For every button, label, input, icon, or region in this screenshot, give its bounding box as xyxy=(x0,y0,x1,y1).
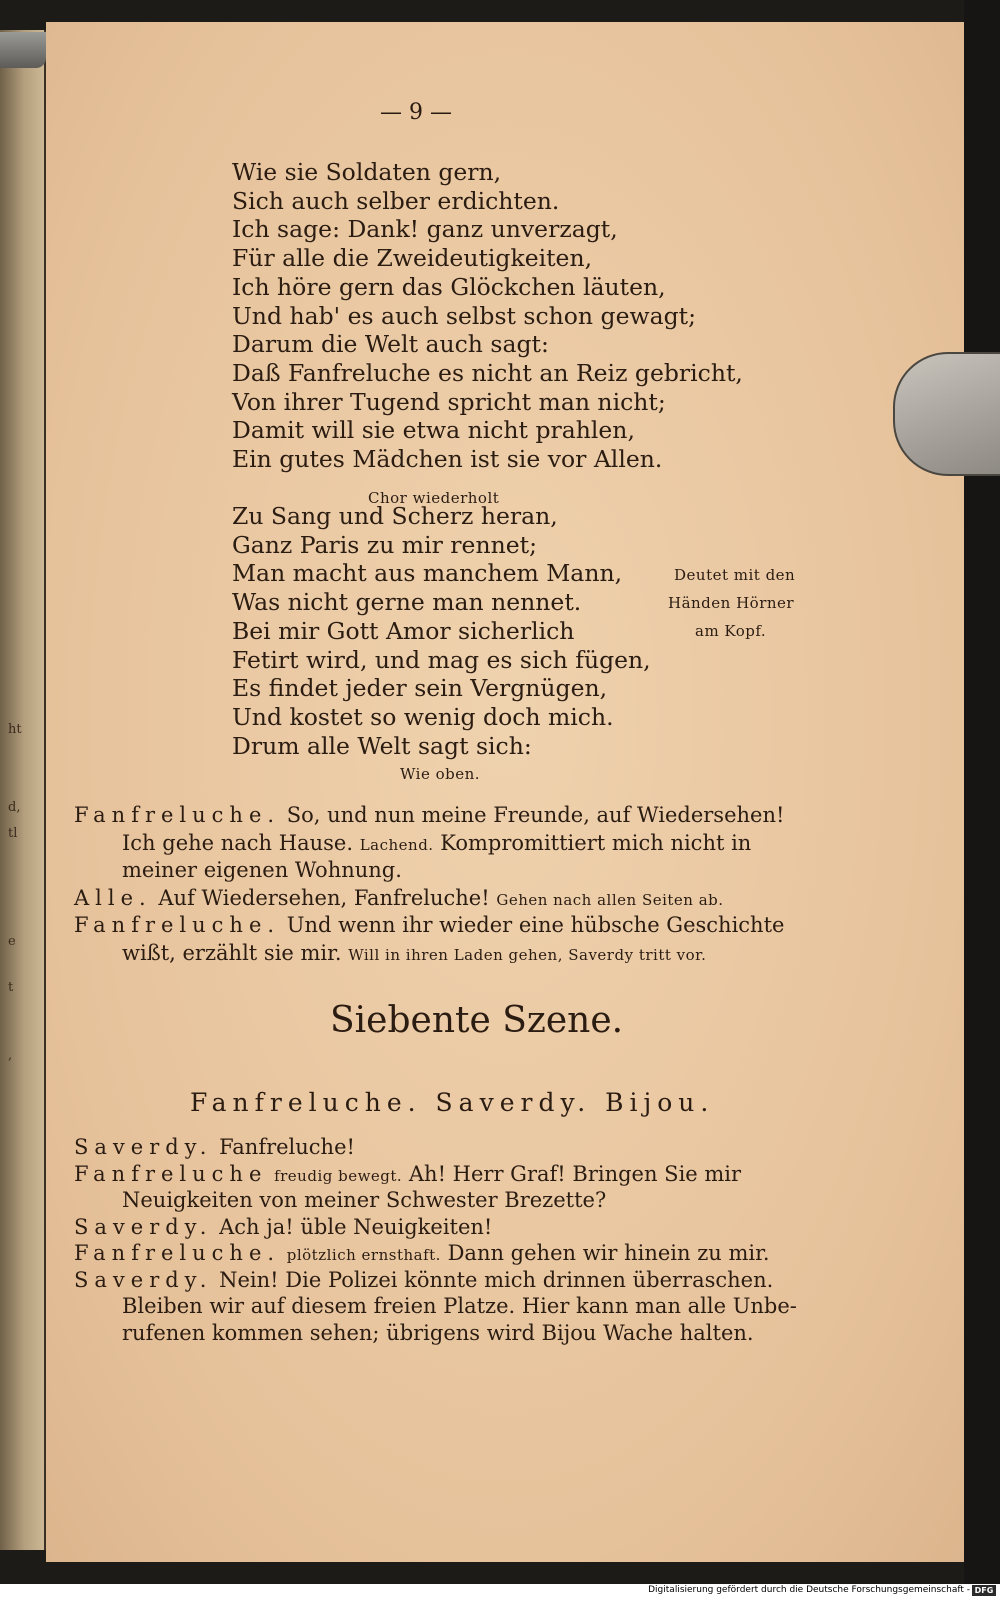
verse-line: Ich sage: Dank! ganz unverzagt, xyxy=(232,215,618,244)
verse-line: Und kostet so wenig doch mich. xyxy=(232,702,614,731)
stage-direction: freudig bewegt. xyxy=(274,1166,403,1185)
verse-line: Bei mir Gott Amor sicherlich xyxy=(232,616,575,645)
dialogue-line xyxy=(74,1162,741,1186)
verse-line: Zu Sang und Scherz heran, xyxy=(232,502,558,530)
verse-line: Was nicht gerne man nennet. xyxy=(232,588,582,617)
footer-credit: Digitalisierung gefördert durch die Deutsche Forschungsgemeinschaft - xyxy=(648,1585,970,1595)
stage-direction: plötzlich ernsthaft. xyxy=(286,1246,441,1264)
verse-line: Daß Fanfreluche es nicht an Reiz gebricht, xyxy=(232,358,743,387)
page-number: — 9 — xyxy=(380,100,452,125)
dialogue-line xyxy=(74,1241,770,1265)
footer-bar xyxy=(0,1584,1000,1597)
margin-mark: e xyxy=(8,934,16,949)
verse-line: Ganz Paris zu mir rennet; xyxy=(232,530,537,559)
dialogue-text: Kompromittiert mich nicht in xyxy=(433,830,752,855)
dialogue-line xyxy=(74,803,784,827)
stage-direction: Gehen nach allen Seiten ab. xyxy=(496,890,724,909)
dialogue-text: meiner eigenen Wohnung. xyxy=(122,858,402,882)
verse-line: Fetirt wird, und mag es sich fügen, xyxy=(232,645,651,674)
scene-title: Siebente Szene. xyxy=(330,1000,624,1041)
dialogue-continuation xyxy=(122,1321,754,1345)
side-note-line: am Kopf. xyxy=(695,622,767,640)
verse-line: Und hab' es auch selbst schon gewagt; xyxy=(232,301,697,330)
side-note-line: Händen Hörner xyxy=(668,594,795,612)
verse-line: Damit will sie etwa nicht prahlen, xyxy=(232,416,635,445)
dialogue-text: So, und nun meine Freunde, auf Wiedersehen! xyxy=(286,803,785,827)
verse-line: Darum die Welt auch sagt: xyxy=(232,330,549,359)
margin-mark: , xyxy=(8,1048,13,1063)
dialogue-text: wißt, erzählt sie mir. xyxy=(122,940,349,965)
stage-direction: Lachend. xyxy=(359,835,434,854)
dialogue-continuation xyxy=(122,941,706,965)
verse-line: Drum alle Welt sagt sich: xyxy=(232,731,532,760)
stage-direction: Will in ihren Laden gehen, Saverdy tritt vor. xyxy=(348,945,707,964)
verse-line: Wie sie Soldaten gern, xyxy=(232,158,502,186)
verse-line: Ich höre gern das Glöckchen läuten, xyxy=(232,272,666,301)
dialogue-text: Und wenn ihr wieder eine hübsche Geschichte xyxy=(286,913,785,937)
stage-direction-chor: Chor wiederholt xyxy=(368,489,500,507)
speaker-name: Saverdy. xyxy=(74,1267,213,1292)
dialogue-continuation xyxy=(122,831,751,855)
dialogue-line xyxy=(74,886,724,910)
dialogue-text: Auf Wiedersehen, Fanfreluche! xyxy=(158,885,497,910)
speaker-name: Fanfreluche. xyxy=(74,1241,281,1265)
speaker-name: Fanfreluche. xyxy=(74,913,281,937)
dfg-logo: DFG xyxy=(972,1585,996,1596)
dialogue-text: Nein! Die Polizei könnte mich drinnen überraschen. xyxy=(219,1267,774,1292)
dialogue-line xyxy=(74,1135,355,1159)
dialogue-text: Ich gehe nach Hause. xyxy=(122,830,360,855)
scan-background xyxy=(964,0,1000,1597)
adjacent-page-edge xyxy=(0,30,46,1550)
dialogue-text: rufenen kommen sehen; übrigens wird Bijou Wache halten. xyxy=(122,1320,754,1345)
dialogue-continuation xyxy=(122,858,402,882)
binding-clip xyxy=(0,32,46,68)
stage-direction-wie-oben: Wie oben. xyxy=(400,765,481,783)
verse-line: Von ihrer Tugend spricht man nicht; xyxy=(232,387,666,416)
dialogue-text: Ah! Herr Graf! Bringen Sie mir xyxy=(402,1161,742,1186)
dialogue-continuation xyxy=(122,1188,606,1212)
page-clip-tab xyxy=(893,352,1000,476)
dialogue-text: Neuigkeiten von meiner Schwester Brezette? xyxy=(122,1188,607,1212)
margin-mark: ht xyxy=(8,722,22,737)
margin-mark: tl xyxy=(8,826,18,841)
dialogue-text: Bleiben wir auf diesem freien Platze. Hier kann man alle Unbe- xyxy=(122,1294,797,1318)
scene-cast: Fanfreluche. Saverdy. Bijou. xyxy=(190,1088,715,1117)
dialogue-line xyxy=(74,1268,773,1292)
speaker-name: Alle. xyxy=(74,885,152,910)
speaker-name: Fanfreluche xyxy=(74,1161,268,1186)
margin-mark: d, xyxy=(8,800,21,815)
margin-mark: t xyxy=(8,980,14,995)
speaker-name: Fanfreluche. xyxy=(74,803,281,827)
dialogue-text: Ach ja! üble Neuigkeiten! xyxy=(219,1214,493,1239)
speaker-name: Saverdy. xyxy=(74,1214,213,1239)
verse-line: Für alle die Zweideutigkeiten, xyxy=(232,244,593,273)
verse-line: Ein gutes Mädchen ist sie vor Allen. xyxy=(232,445,663,473)
verse-line: Man macht aus manchem Mann, xyxy=(232,559,623,588)
dialogue-text: Fanfreluche! xyxy=(219,1135,355,1159)
dialogue-continuation xyxy=(122,1294,797,1318)
verse-line: Sich auch selber erdichten. xyxy=(232,186,560,215)
dialogue-line xyxy=(74,1215,492,1239)
dialogue-line xyxy=(74,913,784,937)
dialogue-text: Dann gehen wir hinein zu mir. xyxy=(440,1241,770,1265)
verse-line: Es findet jeder sein Vergnügen, xyxy=(232,674,608,703)
speaker-name: Saverdy. xyxy=(74,1135,213,1159)
side-note-line: Deutet mit den xyxy=(674,566,796,584)
